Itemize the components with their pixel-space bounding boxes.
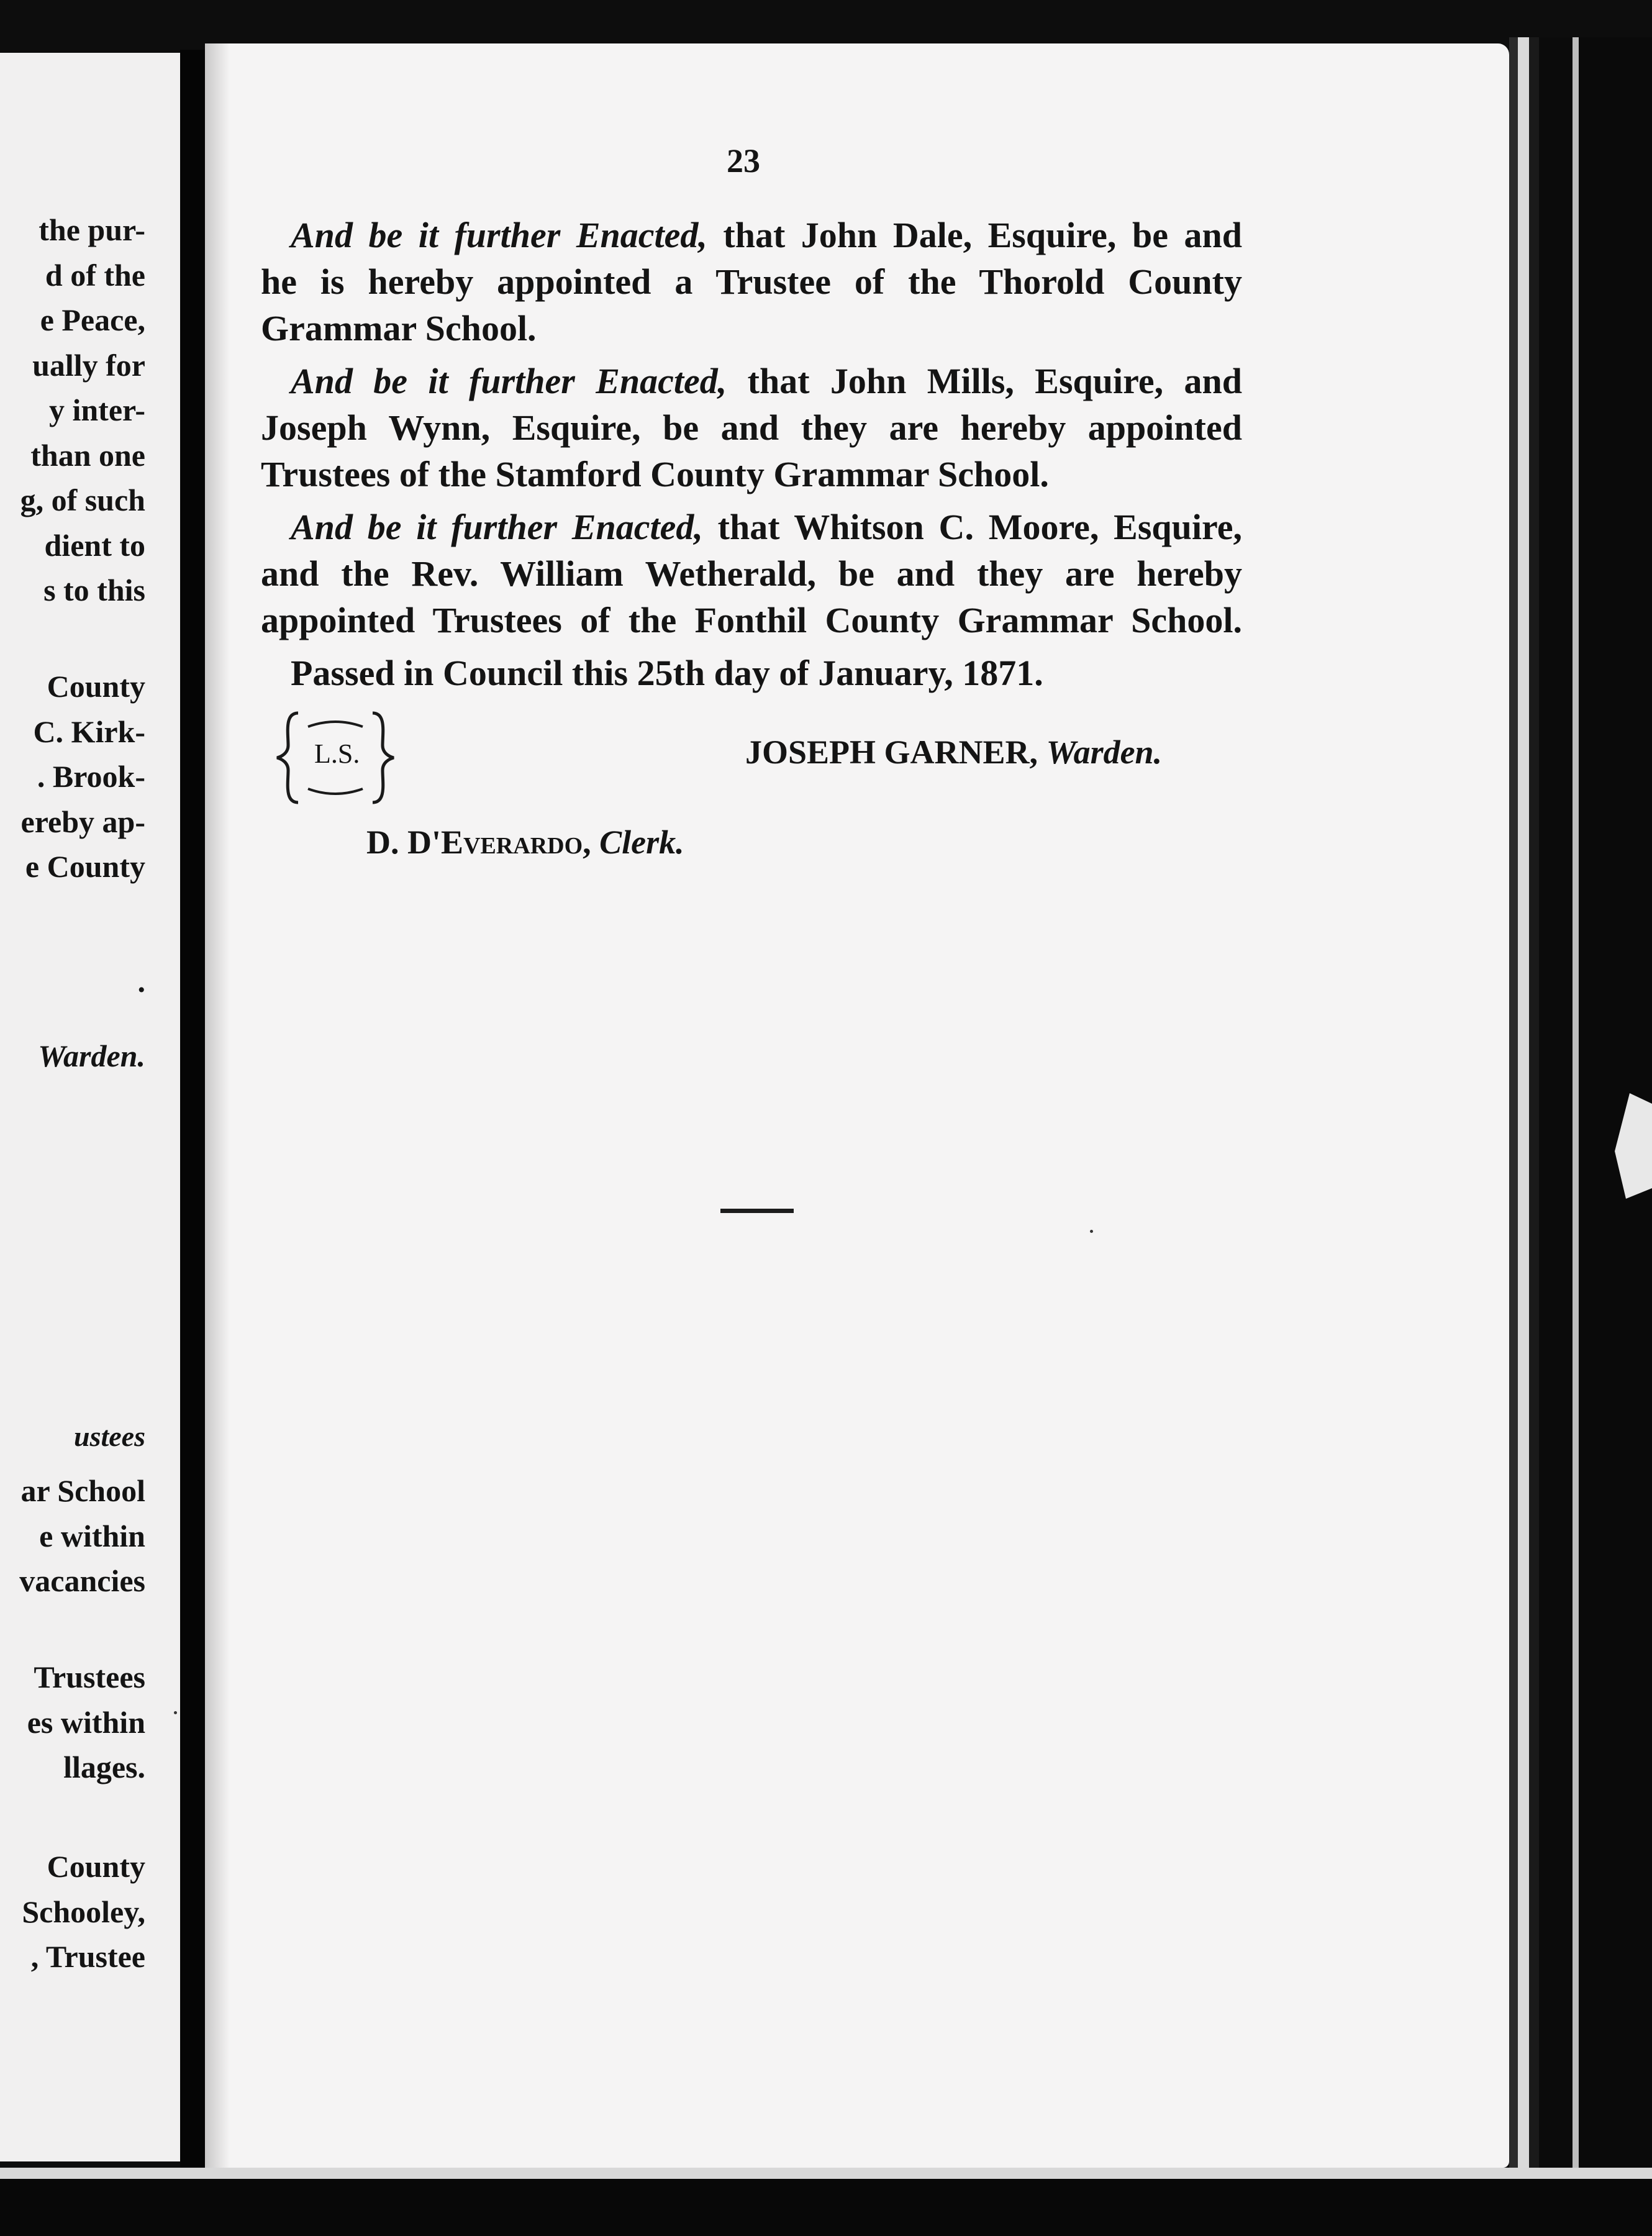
binding-edge [1573, 37, 1579, 2180]
paragraph-text: that John Dale, Esquire, be and [707, 215, 1242, 255]
enacting-clause: And be it further Enacted, [291, 361, 727, 401]
warden-name: JOSEPH GARNER, [745, 734, 1038, 771]
enacting-clause: And be it further Enacted, [291, 215, 707, 255]
seal-text: L.S. [314, 739, 360, 769]
left-page-line: e within [39, 1519, 145, 1553]
page-speck [1090, 1230, 1093, 1233]
left-page-line: g, of such [20, 483, 145, 517]
left-page-line: County [47, 1849, 145, 1884]
enacting-clause: And be it further Enacted, [291, 507, 703, 547]
clerk-surname: Everardo, [441, 824, 591, 861]
paragraph-1-line-3: Grammar School. [261, 308, 537, 348]
paragraph-3-line-3: appointed Trustees of the Fonthil County Grammar School. [261, 600, 1242, 640]
left-page-line: County [47, 669, 145, 704]
left-page-line: C. Kirk- [33, 714, 145, 749]
left-page-line: . Brook- [37, 759, 145, 794]
left-page-line: s to this [43, 573, 145, 607]
binding-edge [1529, 37, 1539, 2180]
left-page-line: . [137, 964, 145, 999]
left-page-line: e County [25, 849, 145, 884]
warden-signature [745, 733, 1162, 771]
paragraph-1-line-2: he is hereby appointed a Trustee of the Thorold County [261, 261, 1242, 302]
paragraph-text: that John Mills, Esquire, and [727, 361, 1242, 401]
page-number: 23 [727, 142, 760, 180]
binding-edge [1518, 37, 1529, 2180]
warden-title: Warden. [1046, 734, 1163, 771]
book-gutter [180, 50, 205, 2174]
left-page-line: ereby ap- [20, 804, 145, 839]
paragraph-text: that Whitson C. Moore, Esquire, [702, 507, 1242, 547]
left-page-line: Warden. [38, 1038, 145, 1073]
bottom-edge-strip [0, 2168, 1652, 2179]
left-page-line: Schooley, [22, 1894, 145, 1929]
paragraph-2-line-2: Joseph Wynn, Esquire, be and they are hereby appointed [261, 407, 1242, 448]
binding-edge [1539, 37, 1573, 2180]
left-page-line: ustees [74, 1420, 145, 1452]
locus-sigilli-seal [273, 708, 397, 807]
left-page-line: e Peace, [40, 302, 145, 337]
paragraph-1-line-1 [291, 217, 1242, 253]
left-page-line: the pur- [39, 212, 145, 247]
left-page-line: llages. [63, 1750, 145, 1784]
passed-in-council: Passed in Council this 25th day of January, 1871. [291, 653, 1043, 693]
clerk-signature [366, 823, 684, 861]
left-page-line: ually for [32, 348, 145, 383]
left-page-line: than one [30, 438, 145, 473]
page-speck [174, 1711, 177, 1714]
clerk-title: Clerk. [599, 824, 684, 861]
left-page-line: dient to [44, 528, 145, 563]
left-page-line: vacancies [19, 1563, 145, 1598]
left-page-line: ar School [20, 1473, 145, 1508]
left-page-line: y inter- [48, 393, 145, 427]
closing-rule [720, 1209, 794, 1213]
left-facing-page [0, 53, 180, 2161]
page-shadow [205, 43, 230, 2168]
clerk-initial: D. D' [366, 824, 441, 861]
left-page-line: d of the [45, 258, 145, 293]
left-page-line: , Trustee [30, 1939, 145, 1974]
paragraph-2-line-1 [291, 363, 1242, 399]
bottom-edge-dark [0, 2179, 1652, 2236]
left-page-line: Trustees [34, 1660, 145, 1694]
paragraph-2-line-3: Trustees of the Stamford County Grammar School. [261, 454, 1049, 494]
paragraph-3-line-1 [291, 509, 1242, 545]
binding-edge [1509, 37, 1518, 2180]
left-page-line: es within [27, 1705, 145, 1740]
paragraph-3-line-2: and the Rev. William Wetherald, be and they are hereby [261, 553, 1242, 594]
